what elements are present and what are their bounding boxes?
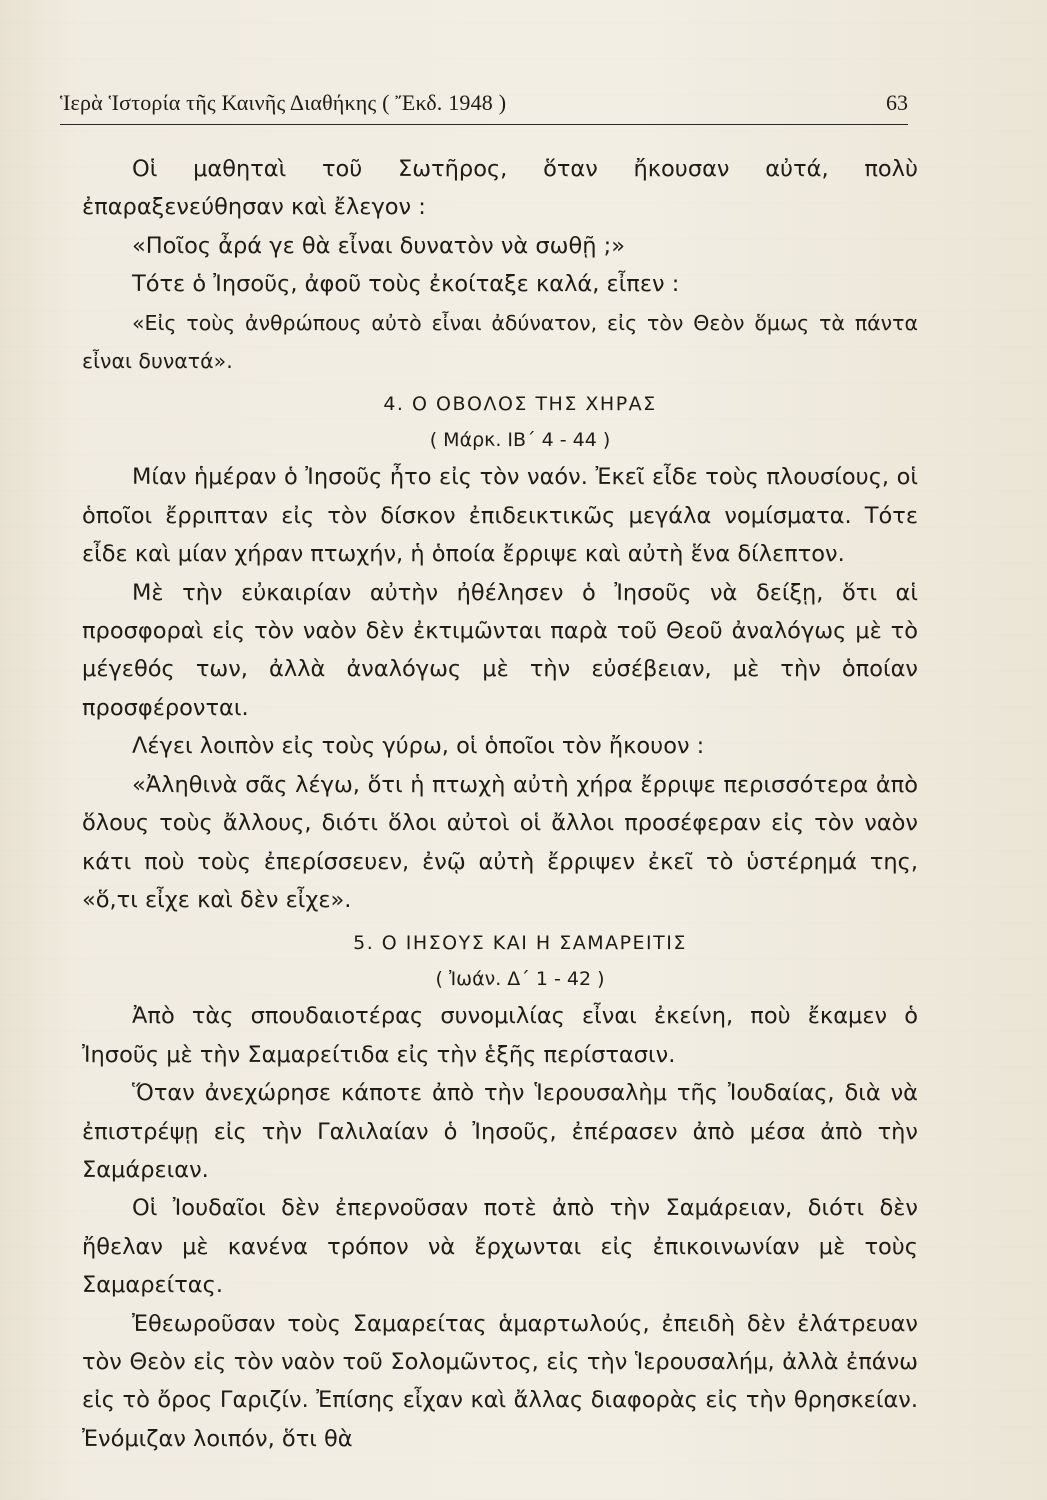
- page-body: [82, 150, 918, 1458]
- section-heading: 5. Ο ΙΗΣΟΥΣ ΚΑΙ Η ΣΑΜΑΡΕΙΤΙΣ: [353, 932, 687, 955]
- scripture-reference: ( Ἰωάν. Δ΄ 1 - 42 ): [435, 968, 605, 991]
- section-heading: 4. Ο ΟΒΟΛΟΣ ΤΗΣ ΧΗΡΑΣ: [383, 393, 657, 416]
- paragraph: Μίαν ἡμέραν ὁ Ἰησοῦς ἦτο εἰς τὸν ναόν. Ἐκεῖ εἶδε τοὺς πλουσίους, οἱ ὁποῖοι ἔρριπταν εἰς τὸν δίσκον ἐπιδεικτικῶς μεγάλα νομίσματα. Τότε εἶδε καὶ μίαν χήραν πτωχήν, ἡ ὁποία ἔρριψε καὶ αὐτὴ ἕνα δίλεπτον.: [82, 464, 918, 568]
- page-number: 63: [886, 90, 908, 115]
- paragraph: «Ἀληθινὰ σᾶς λέγω, ὅτι ἡ πτωχὴ αὐτὴ χήρα ἔρριψε περισσότερα ἀπὸ ὅλους τοὺς ἄλλους, διότι ὅλοι αὐτοὶ οἱ ἄλλοι προσέφεραν εἰς τὸν ναὸν κάτι ποὺ τοὺς ἐπερίσσευεν, ἐνῷ αὐτὴ ἔρριψεν ἐκεῖ τὸ ὑστέρημά της, «ὅ,τι εἶχε καὶ δὲν εἶχε».: [82, 771, 918, 913]
- paragraph: Ἀπὸ τὰς σπουδαιοτέρας συνομιλίας εἶναι ἐκείνη, ποὺ ἔκαμεν ὁ Ἰησοῦς μὲ τὴν Σαμαρείτιδα εἰς τὴν ἑξῆς περίστασιν.: [82, 1003, 918, 1068]
- scripture-reference: ( Μάρκ. ΙΒ΄ 4 - 44 ): [429, 429, 611, 452]
- paragraph: Οἱ μαθηταὶ τοῦ Σωτῆρος, ὅταν ἤκουσαν αὐτά, πολὺ ἐπαραξενεύθησαν καὶ ἔλεγον :: [82, 156, 918, 221]
- paragraph: Οἱ Ἰουδαῖοι δὲν ἐπερνοῦσαν ποτὲ ἀπὸ τὴν Σαμάρειαν, διότι δὲν ἤθελαν μὲ κανένα τρόπον νὰ ἔρχωνται εἰς ἐπικοινωνίαν μὲ τοὺς Σαμαρείτας.: [82, 1195, 918, 1299]
- paragraph: Λέγει λοιπὸν εἰς τοὺς γύρω, οἱ ὁποῖοι τὸν ἤκουον :: [132, 733, 705, 760]
- paragraph: «Εἰς τοὺς ἀνθρώπους αὐτὸ εἶναι ἀδύνατον, εἰς τὸν Θεὸν ὅμως τὰ πάντα εἶναι δυνατά».: [82, 310, 918, 374]
- running-header: [60, 88, 908, 125]
- paragraph: Μὲ τὴν εὐκαιρίαν αὐτὴν ἠθέλησεν ὁ Ἰησοῦς νὰ δείξῃ, ὅτι αἱ προσφοραὶ εἰς τὸν ναὸν δὲν ἐκτιμῶνται παρὰ τοῦ Θεοῦ ἀναλόγως μὲ τὸ μέγεθός των, ἀλλὰ ἀναλόγως μὲ τὴν εὐσέβειαν, μὲ τὴν ὁποίαν προσφέρονται.: [82, 579, 918, 721]
- paragraph: Ἐθεωροῦσαν τοὺς Σαμαρείτας ἁμαρτωλούς, ἐπειδὴ δὲν ἐλάτρευαν τὸν Θεὸν εἰς τὸν ναὸν τοῦ Σολομῶντος, εἰς τὴν Ἱερουσαλήμ, ἀλλὰ ἐπάνω εἰς τὸ ὄρος Γαριζίν. Ἐπίσης εἶχαν καὶ ἄλλας διαφορὰς εἰς τὴν θρησκείαν. Ἐνόμιζαν λοιπόν, ὅτι θὰ: [82, 1310, 918, 1452]
- paragraph: «Ποῖος ἆρά γε θὰ εἶναι δυνατὸν νὰ σωθῇ ;»: [132, 232, 626, 259]
- paragraph: Ὅταν ἀνεχώρησε κάποτε ἀπὸ τὴν Ἱερουσαλὴμ τῆς Ἰουδαίας, διὰ νὰ ἐπιστρέψῃ εἰς τὴν Γαλιλαίαν ὁ Ἰησοῦς, ἐπέρασεν ἀπὸ μέσα ἀπὸ τὴν Σαμάρειαν.: [82, 1080, 918, 1183]
- paragraph: Τότε ὁ Ἰησοῦς, ἀφοῦ τοὺς ἐκοίταξε καλά, εἶπεν :: [132, 271, 680, 298]
- running-title: Ἱερὰ Ἱστορία τῆς Καινῆς Διαθήκης ( Ἔκδ. 1948 ): [60, 90, 507, 115]
